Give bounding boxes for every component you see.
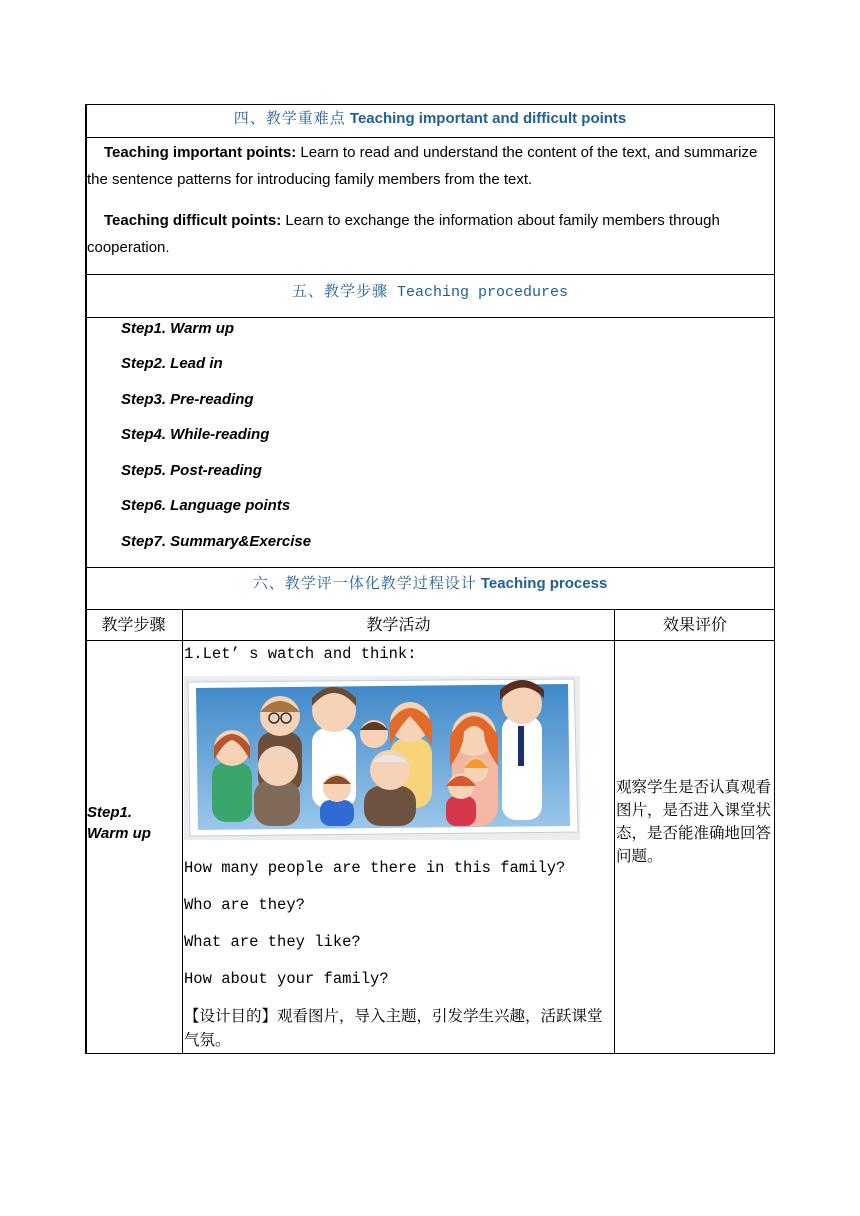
activity-question: Who are they? — [184, 896, 305, 914]
evaluation-text: 观察学生是否认真观看图片，是否进入课堂状态，是否能准确地回答问题。 — [616, 778, 772, 865]
important-text: Learn to read and understand the content of the text, and summarize the sentence patterns for introducing family members from the text. — [87, 144, 758, 188]
row-divider — [85, 104, 775, 105]
section4-heading — [85, 107, 775, 128]
section4-heading-en: Teaching important and difficult points — [349, 110, 627, 127]
step-label-line1: Step1. — [87, 804, 133, 821]
procedure-step: Step6. Language points — [121, 497, 291, 514]
procedure-step: Step3. Pre-reading — [121, 391, 254, 408]
activity-question: How many people are there in this family? — [184, 859, 566, 877]
procedure-step: Step4. While-reading — [121, 426, 270, 443]
activity-question: What are they like? — [184, 933, 361, 951]
section6-heading-en: Teaching process — [480, 575, 608, 592]
activity-title: 1.Let’ s watch and think: — [184, 645, 417, 663]
procedure-step: Step1. Warm up — [121, 320, 235, 337]
col-header-activity: 教学活动 — [366, 615, 431, 634]
procedure-step: Step2. Lead in — [121, 355, 223, 372]
col-header-evaluation: 效果评价 — [662, 615, 727, 634]
row-divider — [85, 1053, 775, 1054]
col-header-step: 教学步骤 — [101, 615, 166, 634]
family-illustration — [184, 676, 580, 840]
section6-heading — [85, 572, 775, 593]
row-divider — [85, 567, 775, 568]
row-divider — [85, 640, 775, 641]
difficult-points — [87, 207, 762, 261]
row-divider — [85, 274, 775, 275]
section5-heading-en: Teaching procedures — [397, 284, 569, 301]
row-divider — [85, 317, 775, 318]
section6-heading-cn: 六、教学评一体化教学过程设计 — [252, 574, 477, 592]
column-divider — [614, 609, 615, 1053]
row-step-label — [87, 802, 151, 844]
procedure-step: Step5. Post-reading — [121, 462, 262, 479]
row-divider — [85, 609, 775, 610]
row-divider — [85, 137, 775, 138]
section4-heading-cn: 四、教学重难点 — [233, 109, 346, 127]
step-label-line2: Warm up — [87, 825, 151, 842]
important-points — [87, 139, 762, 193]
section5-heading-cn: 五、教学步骤 — [291, 282, 388, 300]
activity-question: How about your family? — [184, 970, 389, 988]
difficult-label: Teaching difficult points: — [104, 212, 282, 229]
procedure-step: Step7. Summary&Exercise — [121, 533, 312, 550]
design-purpose: 【设计目的】观看图片，导入主题，引发学生兴趣，活跃课堂气氛。 — [184, 1007, 603, 1049]
important-label: Teaching important points: — [104, 144, 297, 161]
difficult-text: Learn to exchange the information about family members through cooperation. — [87, 212, 720, 256]
section5-heading — [85, 280, 775, 301]
column-divider — [182, 609, 183, 1053]
